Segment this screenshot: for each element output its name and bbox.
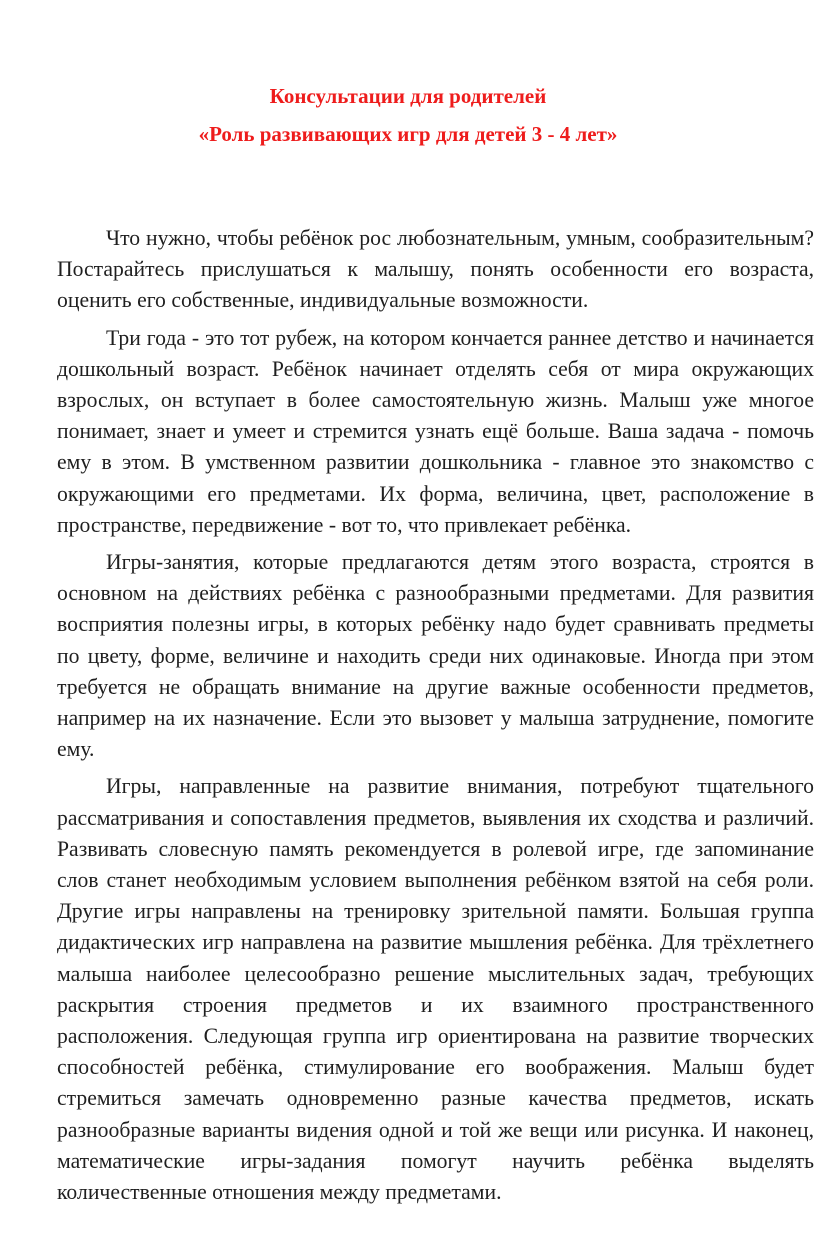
paragraph-1: Что нужно, чтобы ребёнок рос любознательным, умным, сообразительным? Постарайтесь прислушаться к малышу, понять особенности его возраста, оценить его собственные, индивидуальные возможности. bbox=[57, 226, 814, 313]
paragraph-3: Игры-занятия, которые предлагаются детям этого возраста, строятся в основном на действиях ребёнка с разнообразными предметами. Для развития восприятия полезны игры, в которых ребёнку надо будет сравнивать предметы по цвету, форме, величине и находить среди них одинаковые. Иногда при этом требуется не обращать внимание на другие важные особенности предметов, например на их назначение. Если это вызовет у малыша затруднение, помогите ему. bbox=[57, 550, 814, 762]
title-line-1: Консультации для родителей bbox=[269, 84, 547, 108]
title-line-2: «Роль развивающих игр для детей 3 - 4 лет» bbox=[198, 122, 618, 146]
document-body bbox=[57, 223, 816, 1214]
document-title bbox=[0, 77, 816, 153]
paragraph-2: Три года - это тот рубеж, на котором кончается раннее детство и начинается дошкольный возраст. Ребёнок начинает отделять себя от мира окружающих взрослых, он вступает в более самостоятельную жизнь. Малыш уже многое понимает, знает и умеет и стремится узнать ещё больше. Ваша задача - помочь ему в этом. В умственном развитии дошкольника - главное это знакомство с окружающими его предметами. Их форма, величина, цвет, расположение в пространстве, передвижение - вот то, что привлекает ребёнка. bbox=[57, 325, 814, 537]
paragraph-4: Игры, направленные на развитие внимания, потребуют тщательного рассматривания и сопоставления предметов, выявления их сходства и различий. Развивать словесную память рекомендуется в ролевой игре, где запоминание слов станет необходимым условием выполнения ребёнком взятой на себя роли. Другие игры направлены на тренировку зрительной памяти. Большая группа дидактических игр направлена на развитие мышления ребёнка. Для трёхлетнего малыша наиболее целесообразно решение мыслительных задач, требующих раскрытия строения предметов и их взаимного пространственного расположения. Следующая группа игр ориентирована на развитие творческих способностей ребёнка, стимулирование его воображения. Малыш будет стремиться замечать одновременно разные качества предметов, искать разнообразные варианты видения одной и той же вещи или рисунка. И наконец, математические игры-задания помогут научить ребёнка выделять количественные отношения между предметами. bbox=[57, 774, 814, 1205]
